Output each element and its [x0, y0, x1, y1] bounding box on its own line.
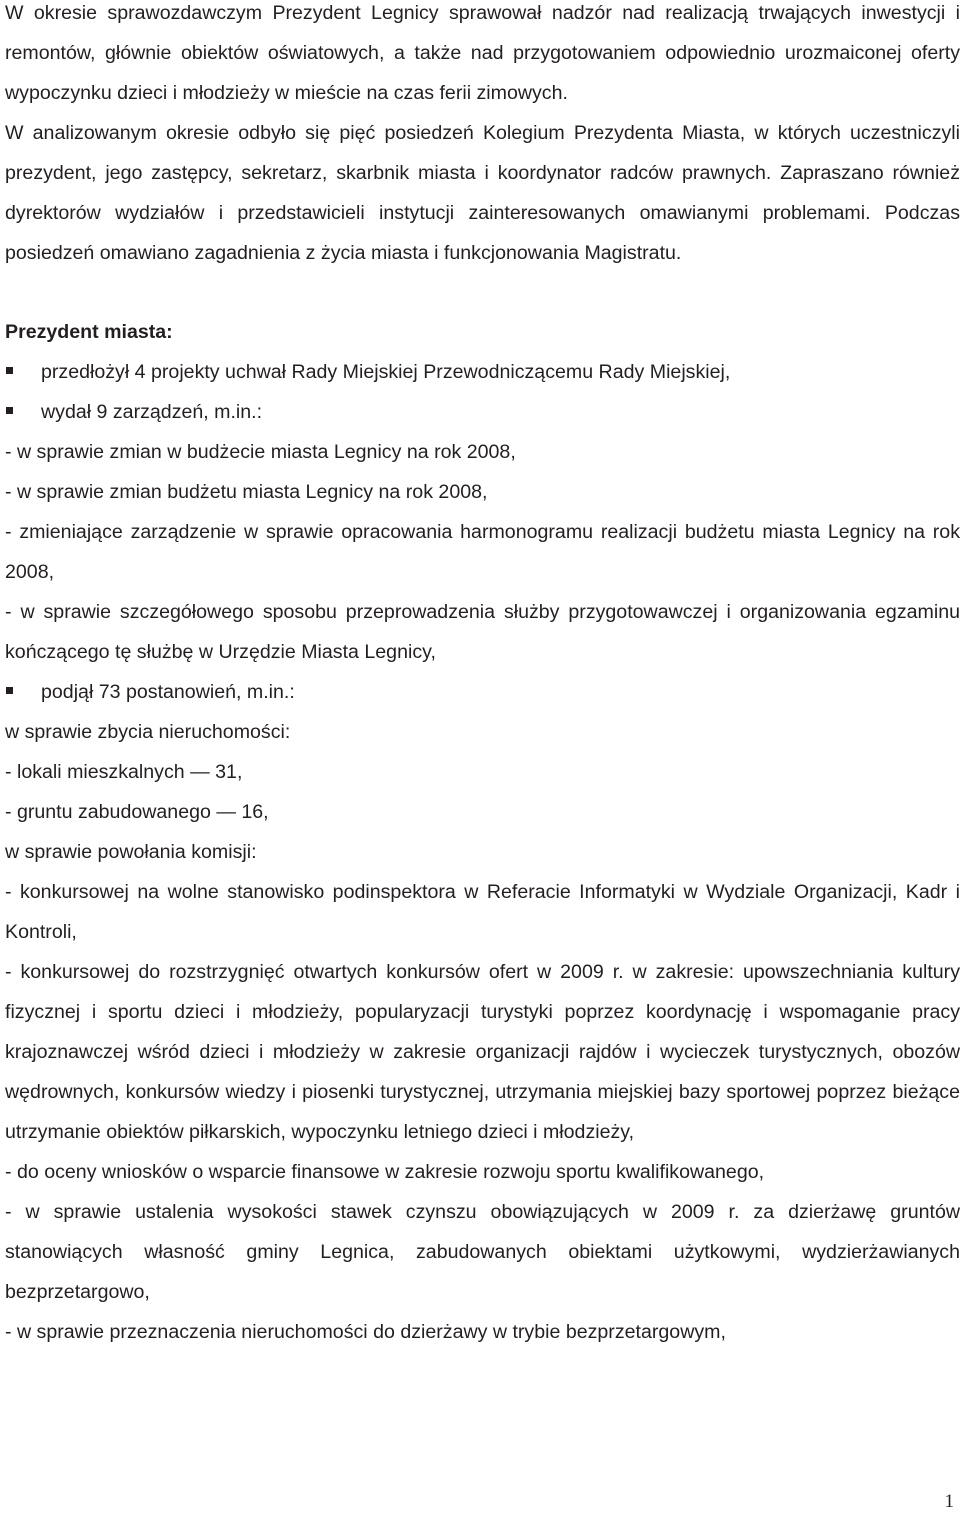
list-item: - zmieniające zarządzenie w sprawie opracowania harmonogramu realizacji budżetu miasta Legnicy na rok 2008, — [5, 521, 960, 583]
list-item: - lokali mieszkalnych — 31, — [5, 761, 243, 783]
page-number: 1 — [944, 1491, 954, 1512]
list-item: - w sprawie przeznaczenia nieruchomości do dzierżawy w trybie bezprzetargowym, — [5, 1321, 726, 1343]
square-bullet-icon — [6, 407, 13, 414]
square-bullet-icon — [6, 367, 13, 374]
list-item: w sprawie powołania komisji: — [5, 841, 257, 863]
list-item: - do oceny wniosków o wsparcie finansowe w zakresie rozwoju sportu kwalifikowanego, — [5, 1161, 765, 1183]
list-item: w sprawie zbycia nieruchomości: — [5, 721, 291, 743]
bullet-zarzadzenia — [5, 392, 960, 432]
bullet-text: wydał 9 zarządzeń, m.in.: — [41, 401, 263, 423]
list-item: - konkursowej do rozstrzygnięć otwartych konkursów ofert w 2009 r. w zakresie: upowszechniania kultury fizycznej i sportu dzieci i młodzieży, popularyzacji turystyki poprzez koordynację i wspomaganie pracy krajoznawczej wśród dzieci i młodzieży w zakresie organizacji rajdów i wycieczek turystycznych, obozów wędrownych, konkursów wiedzy i piosenki turystycznej, utrzymania miejskiej bazy sportowej poprzez bieżące utrzymanie obiektów piłkarskich, wypoczynku letniego dzieci i młodzieży, — [5, 961, 960, 1143]
bullet-postanowienia — [5, 672, 960, 712]
document-page — [5, 0, 960, 1352]
list-item: - w sprawie zmian w budżecie miasta Legnicy na rok 2008, — [5, 441, 516, 463]
list-item: - konkursowej na wolne stanowisko podinspektora w Referacie Informatyki w Wydziale Organizacji, Kadr i Kontroli, — [5, 881, 960, 943]
list-item: - w sprawie szczegółowego sposobu przeprowadzenia służby przygotowawczej i organizowania egzaminu kończącego tę służbę w Urzędzie Miasta Legnicy, — [5, 601, 960, 663]
paragraph-intro: W okresie sprawozdawczym Prezydent Legnicy sprawował nadzór nad realizacją trwających inwestycji i remontów, głównie obiektów oświatowych, a także nad przygotowaniem odpowiednio urozmaiconej oferty wypoczynku dzieci i młodzieży w mieście na czas ferii zimowych. — [5, 2, 960, 104]
bullet-projekty — [5, 352, 960, 392]
list-item: - w sprawie zmian budżetu miasta Legnicy na rok 2008, — [5, 481, 488, 503]
list-item: - w sprawie ustalenia wysokości stawek czynszu obowiązujących w 2009 r. za dzierżawę gruntów stanowiących własność gminy Legnica, zabudowanych obiektami użytkowymi, wydzierżawianych bezprzetargowo, — [5, 1201, 960, 1303]
paragraph-kolegium: W analizowanym okresie odbyło się pięć posiedzeń Kolegium Prezydenta Miasta, w których uczestniczyli prezydent, jego zastępcy, sekretarz, skarbnik miasta i koordynator radców prawnych. Zapraszano również dyrektorów wydziałów i przedstawicieli instytucji zainteresowanych omawianymi problemami. Podczas posiedzeń omawiano zagadnienia z życia miasta i funkcjonowania Magistratu. — [5, 122, 960, 264]
bullet-text: przedłożył 4 projekty uchwał Rady Miejskiej Przewodniczącemu Rady Miejskiej, — [41, 361, 731, 383]
list-item: - gruntu zabudowanego — 16, — [5, 801, 269, 823]
bullet-text: podjął 73 postanowień, m.in.: — [41, 681, 295, 703]
square-bullet-icon — [6, 687, 13, 694]
section-heading: Prezydent miasta: — [5, 321, 173, 343]
